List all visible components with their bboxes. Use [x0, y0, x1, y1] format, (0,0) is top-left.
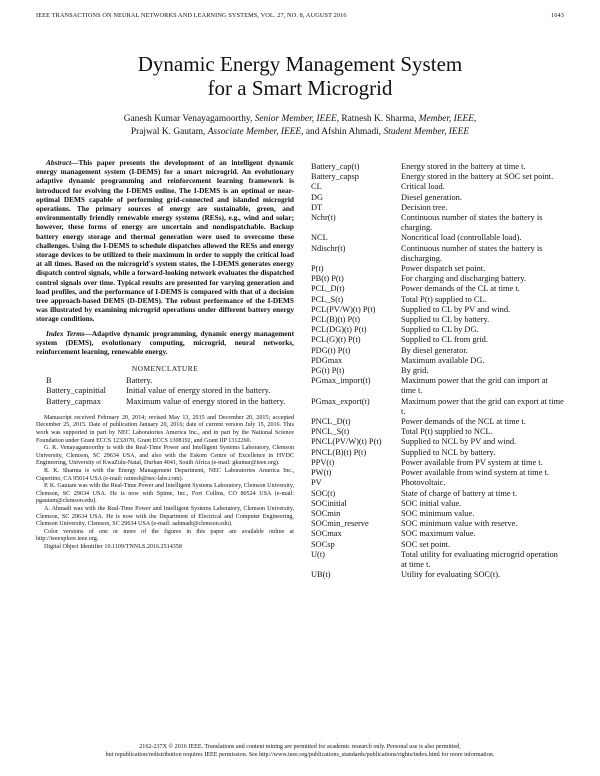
nomenclature-symbol: PCL(G)(t) P(t) [311, 335, 361, 345]
nomenclature-definition: Critical load. [401, 182, 445, 192]
author-list [0, 113, 600, 139]
nomenclature-entry [311, 315, 564, 325]
nomenclature-entry [311, 437, 564, 447]
nomenclature-entry [311, 366, 564, 376]
nomenclature-symbol: SOCinitial [311, 498, 347, 508]
nomenclature-definition: SOC minimum value. [401, 508, 475, 518]
nomenclature-definition: By grid. [401, 366, 429, 376]
nomenclature-entry [36, 376, 294, 386]
nomenclature-definition: Supplied to CL from grid. [401, 335, 488, 345]
nomenclature-symbol: U(t) [311, 549, 325, 559]
nomenclature-definition: Power available from wind system at time t. [401, 468, 549, 478]
author-1: Ganesh Kumar Venayagamoorthy, [123, 114, 253, 124]
nomenclature-symbol: PNCL(PV/W)(t) P(t) [311, 437, 382, 447]
nomenclature-symbol: DG [311, 192, 324, 202]
author-3: Prajwal K. Gautam, [130, 127, 206, 137]
nomenclature-entry [311, 417, 564, 427]
footnote-color: Color versions of one or more of the figures in this paper are available online at http://ieeexplore.ieee.org. [36, 528, 294, 543]
nomenclature-symbol: PGmax_export(t) [311, 396, 370, 406]
nomenclature-definition: Maximum available DG. [401, 355, 485, 365]
nomenclature-symbol: B [46, 376, 52, 386]
nomenclature-entry [311, 458, 564, 468]
nomenclature-entry [311, 550, 564, 570]
nomenclature-entry [311, 499, 564, 509]
nomenclature-definition: By diesel generator. [401, 345, 468, 355]
nomenclature-definition: Power available from PV system at time t. [401, 457, 543, 467]
nomenclature-definition: Energy stored in the battery at SOC set point. [401, 172, 554, 182]
nomenclature-symbol: P(t) [311, 264, 324, 274]
nomenclature-symbol: UB(t) [311, 570, 331, 580]
journal-name: IEEE TRANSACTIONS ON NEURAL NETWORKS AND LEARNING SYSTEMS, VOL. 27, NO. 8, AUGUST 2016 [36, 12, 347, 19]
copyright-footer [0, 744, 600, 760]
nomenclature-entry [311, 264, 564, 274]
nomenclature-symbol: PV [311, 478, 322, 488]
footer-line-2: but republication/redistribution requires IEEE permission. See http://www.ieee.org/publications_standards/publications/rights/index.html for more information. [105, 751, 495, 758]
nomenclature-symbol: PCL(B)(t) P(t) [311, 315, 361, 325]
nomenclature-entry [311, 295, 564, 305]
nomenclature-definition: Maximum power that the grid can import at time t. [401, 376, 548, 396]
footnote-author-1: G. K. Venayagamoorthy is with the Real-Time Power and Intelligent Systems Laboratory, Clemson University, Clemson, SC 29634 USA, and also with the Eskom Centre of Excellence in HVDC Engineering, University of KwaZulu-Natal, Durban 4041, South Africa (e-mail: gkumar@ieee.org). [36, 445, 294, 467]
nomenclature-definition: Power dispatch set point. [401, 264, 486, 274]
running-header [36, 12, 564, 19]
nomenclature-symbol: PPV(t) [311, 457, 335, 467]
nomenclature-entry [311, 162, 564, 172]
nomenclature-symbol: PW(t) [311, 468, 332, 478]
index-terms-text: Adaptive dynamic programming, dynamic energy management system (DEMS), evolutionary computing, microgrid, neural networks, reinforcement learning, renewable energy. [36, 328, 294, 357]
nomenclature-definition: State of charge of battery at time t. [401, 488, 518, 498]
nomenclature-symbol: PDGmax [311, 355, 343, 365]
nomenclature-definition: SOC initial value. [401, 498, 462, 508]
nomenclature-symbol: PDG(t) P(t) [311, 345, 351, 355]
nomenclature-symbol: SOC(t) [311, 488, 336, 498]
nomenclature-entry [311, 489, 564, 499]
nomenclature-definition: Supplied to CL by battery. [401, 315, 490, 325]
nomenclature-entry [311, 284, 564, 294]
nomenclature-entry [311, 305, 564, 315]
nomenclature-symbol: PCL_D(t) [311, 284, 345, 294]
nomenclature-left-list [36, 376, 294, 407]
nomenclature-symbol: Battery_capinitial [46, 386, 106, 396]
nomenclature-definition: Continuous number of states the battery is discharging. [401, 243, 543, 263]
footnote-received: Manuscript received February 20, 2014; revised May 13, 2015 and December 20, 2015; accepted December 25, 2015. Date of publication January 20, 2016; date of current version July 15, 2016. This work was supported in part by NEC Laboratories America Inc., and in part by the National Science Foundation under Grant ECCS 1232070, Grant ECCS 1308192, and Grant IIP 1312260. [36, 414, 294, 444]
nomenclature-symbol: SOCmin_reserve [311, 519, 369, 529]
nomenclature-entry [311, 346, 564, 356]
nomenclature-symbol: PCL_S(t) [311, 294, 344, 304]
nomenclature-definition: SOC set point. [401, 539, 451, 549]
nomenclature-definition: Decision tree. [401, 202, 448, 212]
footer-line-1: 2162-237X © 2016 IEEE. Translations and content mining are permitted for academic research only. Personal use is also permitted, [139, 744, 461, 750]
title-line-2: for a Smart Microgrid [207, 76, 393, 100]
footnote-author-4: A. Ahmadi was with the Real-Time Power and Intelligent Systems Laboratory, Clemson University, Clemson, SC 29634 USA. He is now with the Department of Electrical and Computer Engineering, Clemson University, Clemson, SC 29634 USA (e-mail: aahmadi@clemson.edu). [36, 506, 294, 528]
abstract-text: This paper presents the development of an intelligent dynamic energy management system (I-DEMS) for a smart microgrid. An evolutionary adaptive dynamic programming and reinforcement learning framework is introduced for evolving the I-DEMS online. The I-DEMS is an optimal or near-optimal DEMS capable of performing grid-connected and islanded microgrid operations. The primary sources of energy are sustainable, green, and environmentally friendly renewable energy systems (RESs), e.g., wind and solar; however, these forms of energy are uncertain and nondispatchable. Backup battery energy storage and thermal generation were used to overcome these challenges. Using the I-DEMS to schedule dispatches allowed the RESs and energy storage devices to be utilized to their maximum in order to supply the critical load at all times. Based on the microgrid's system states, the I-DEMS generates energy dispatch control signals, while a forward-looking network evaluates the dispatched control signals over time. Typical results are presented for varying generation and load profiles, and the performance of I-DEMS is compared with that of a decision tree approach-based DEMS (D-DEMS). The robust performance of the I-DEMS was illustrated by examining microgrid operations under different battery energy storage conditions. [36, 158, 294, 324]
nomenclature-definition: Continuous number of states the battery is charging. [401, 213, 543, 233]
nomenclature-definition: Total utility for evaluating microgrid operation at time t. [401, 549, 558, 569]
nomenclature-entry [311, 182, 564, 192]
page-number: 1643 [551, 12, 564, 19]
nomenclature-definition: Power demands of the NCL at time t. [401, 417, 526, 427]
nomenclature-definition: Supplied to CL by DG. [401, 325, 479, 335]
nomenclature-definition: Maximum power that the grid can export at time t. [401, 396, 564, 416]
nomenclature-symbol: PG(t) P(t) [311, 366, 345, 376]
nomenclature-entry [311, 519, 564, 529]
nomenclature-definition: SOC maximum value. [401, 529, 476, 539]
nomenclature-entry [311, 193, 564, 203]
nomenclature-definition: Photovoltaic. [401, 478, 446, 488]
author-4: and Afshin Ahmadi, [305, 127, 382, 137]
footnote-author-3: P. K. Gautam was with the Real-Time Power and Intelligent Systems Laboratory, Clemson University, Clemson, SC 29634 USA. He is now with Spime, Inc., Fort Collins, CO 80524 USA (e-mail: pgautam@clemson.edu). [36, 483, 294, 505]
nomenclature-entry [311, 356, 564, 366]
nomenclature-entry [311, 468, 564, 478]
author-3-role: Associate Member, IEEE, [207, 127, 304, 137]
nomenclature-symbol: SOCmax [311, 529, 342, 539]
nomenclature-symbol: PNCL_D(t) [311, 417, 351, 427]
index-terms-label: Index Terms— [46, 328, 92, 338]
nomenclature-definition: Diesel generation. [401, 192, 462, 202]
author-4-role: Student Member, IEEE [383, 127, 470, 137]
nomenclature-entry [311, 274, 564, 284]
index-terms [36, 329, 294, 357]
right-column-nomenclature [311, 162, 564, 580]
nomenclature-entry [311, 570, 564, 580]
left-column [36, 158, 294, 552]
nomenclature-heading: NOMENCLATURE [131, 364, 199, 374]
nomenclature-entry [36, 386, 294, 396]
nomenclature-entry [311, 335, 564, 345]
nomenclature-symbol: Ndischr(t) [311, 243, 346, 253]
nomenclature-entry [36, 397, 294, 407]
nomenclature-entry [311, 213, 564, 233]
nomenclature-symbol: DT [311, 202, 323, 212]
nomenclature-symbol: NCL [311, 233, 328, 243]
nomenclature-symbol: PNCL_S(t) [311, 427, 350, 437]
nomenclature-definition: Supplied to NCL by battery. [401, 447, 496, 457]
nomenclature-symbol: PGmax_import(t) [311, 376, 371, 386]
nomenclature-entry [311, 172, 564, 182]
nomenclature-entry [311, 540, 564, 550]
nomenclature-symbol: Nchr(t) [311, 213, 336, 223]
nomenclature-entry [311, 448, 564, 458]
paper-title [0, 52, 600, 100]
footnote-author-2: R. K. Sharma is with the Energy Management Department, NEC Laboratories America Inc., Cupertino, CA 95014 USA (e-mail: ratnesh@nec-labs.com). [36, 468, 294, 482]
nomenclature-symbol: PNCL(B)(t) P(t) [311, 447, 367, 457]
nomenclature-entry [311, 397, 564, 417]
nomenclature-definition: Initial value of energy stored in the battery. [126, 386, 271, 396]
nomenclature-definition: Supplied to CL by PV and wind. [401, 304, 511, 314]
nomenclature-definition: Total P(t) supplied to CL. [401, 294, 487, 304]
nomenclature-symbol: PCL(DG)(t) P(t) [311, 325, 367, 335]
author-2: Ratnesh K. Sharma, [341, 114, 417, 124]
nomenclature-entry [311, 376, 564, 396]
author-2-role: Member, IEEE, [418, 114, 477, 124]
nomenclature-definition: Battery. [126, 376, 153, 386]
nomenclature-definition: Noncritical load (controllable load). [401, 233, 522, 243]
nomenclature-entry [311, 203, 564, 213]
nomenclature-definition: Utility for evaluating SOC(t). [401, 570, 501, 580]
nomenclature-symbol: Battery_capmax [46, 396, 101, 406]
footnote-doi: Digital Object Identifier 10.1109/TNNLS.2016.2514358 [44, 543, 182, 550]
nomenclature-definition: Energy stored in the battery at time t. [401, 162, 526, 171]
nomenclature-symbol: Battery_capsp [311, 172, 359, 182]
nomenclature-entry [311, 509, 564, 519]
nomenclature-symbol: SOCmin [311, 508, 341, 518]
nomenclature-definition: Maximum value of energy stored in the battery. [126, 396, 286, 406]
nomenclature-symbol: Battery_cap(t) [311, 162, 360, 171]
nomenclature-entry [311, 478, 564, 488]
nomenclature-symbol: PB(t) P(t) [311, 274, 344, 284]
author-1-role: Senior Member, IEEE, [254, 114, 340, 124]
nomenclature-definition: Supplied to NCL by PV and wind. [401, 437, 517, 447]
nomenclature-entry [311, 233, 564, 243]
nomenclature-definition: SOC minimum value with reserve. [401, 519, 518, 529]
nomenclature-definition: For charging and discharging battery. [401, 274, 526, 284]
abstract-label: Abstract— [46, 158, 79, 167]
nomenclature-definition: Power demands of the CL at time t. [401, 284, 520, 294]
title-line-1: Dynamic Energy Management System [137, 52, 463, 76]
nomenclature-symbol: PCL(PV/W)(t) P(t) [311, 304, 376, 314]
nomenclature-entry [311, 529, 564, 539]
nomenclature-entry [311, 325, 564, 335]
nomenclature-entry [311, 427, 564, 437]
abstract [36, 158, 294, 324]
nomenclature-symbol: CL [311, 182, 322, 192]
footnotes [36, 415, 294, 552]
nomenclature-definition: Total P(t) supplied to NCL. [401, 427, 493, 437]
nomenclature-symbol: SOCsp [311, 539, 335, 549]
nomenclature-entry [311, 244, 564, 264]
